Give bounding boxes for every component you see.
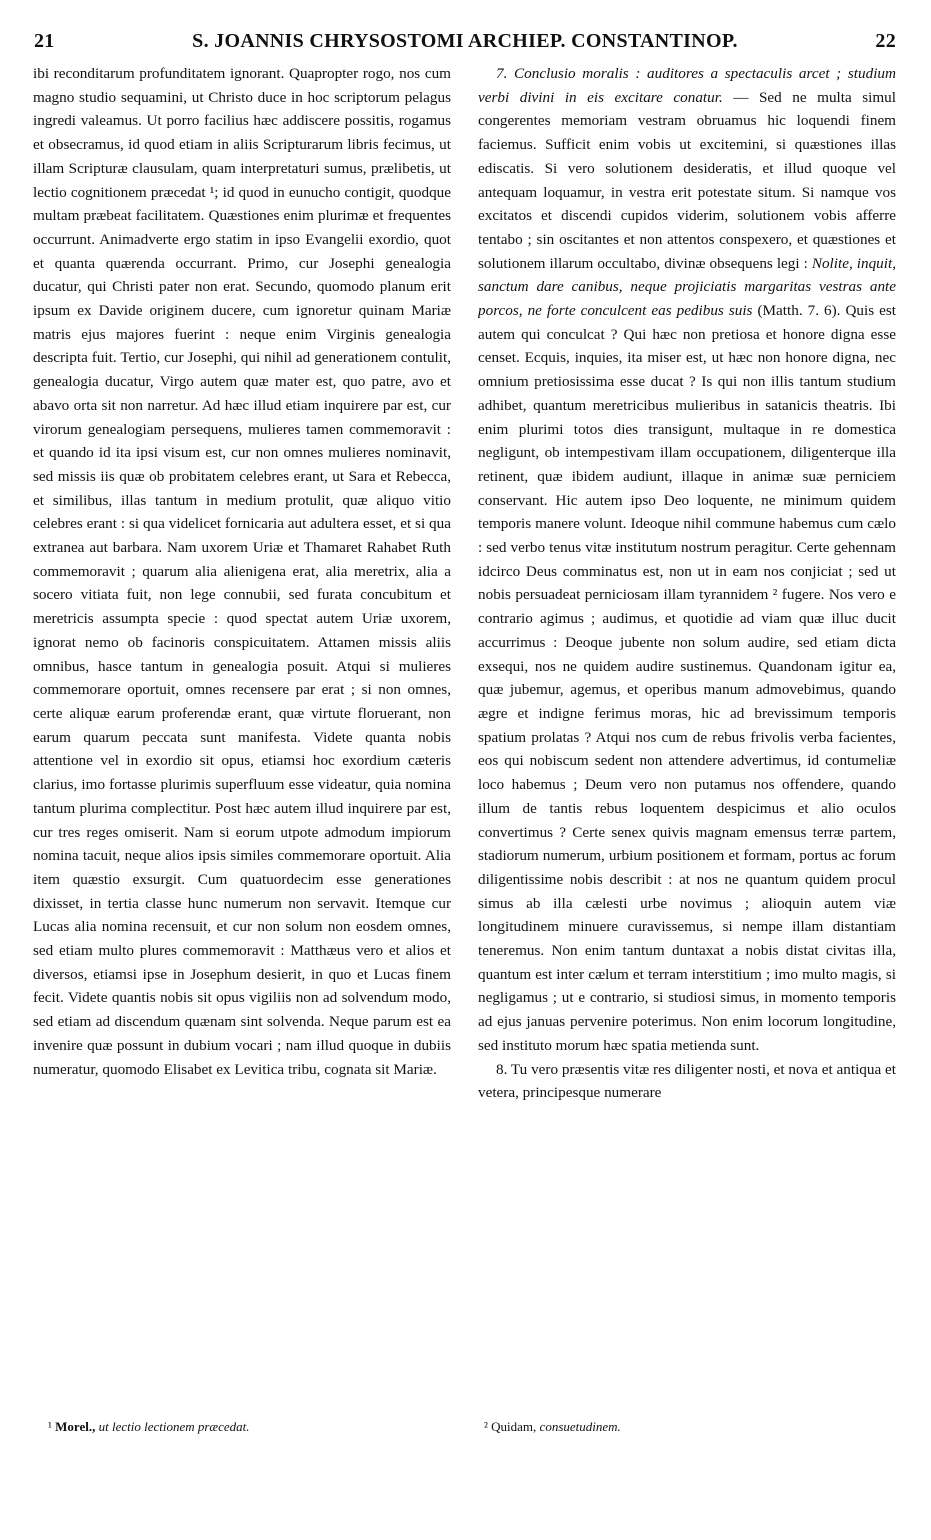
scripture-quote: Nolite, inquit, sanctum dare canibus, neque projiciatis margaritas vestras ante porcos, ne forte conculcent eas pedibus suis	[478, 254, 896, 320]
footnote-left-marker: ¹	[48, 1419, 52, 1434]
footnote-left-author: Morel.,	[55, 1419, 96, 1434]
footnote-right	[484, 1418, 621, 1436]
left-column	[33, 62, 451, 1362]
section-7-text-b: Quis est autem qui conculcat ? Qui hæc non pretiosa et honore digna esse censet. Ecquis, inquies, ita miser est, ut hæc non honore digna, nec omnium pretiosissima esse ducat ? Is qui non illis tantum studium adhibet, quantum meretricibus mulieribus in satanicis theatris. Ibi enim plurimi totos dies transigunt, multaque in re domestica negligunt, ob intempestivam illam occupationem, diligenterque illa retinent, quæ ibidem audiunt, illaque in animæ suæ perniciem conservant. Hic autem ipso Deo loquente, ne minimum quidem temporis manere volunt. Ideoque nihil commune habemus cum cælo : sed verbo tenus vitæ institutum nostrum peragitur. Certe gehennam idcirco Deus comminatus est, non ut in eam nos conjiciat ; sed ut nobis persuadeat perniciosam illam tyrannidem ² fugere. Nos vero e contrario agimus ; audimus, et quotidie ad viam quæ illuc ducit accurrimus : Deoque jubente non solum audire, sed etiam dicta exsequi, nos ne quidem audire sustinemus. Quandonam igitur ea, quæ jubemur, agemus, et operibus manum admovebimus, quando ægre et indigne ferimus moras, hic ad brevissimum temporis spatium prolatas ? Atqui nos cum de rebus frivolis verba facientes, eos qui nobiscum sedent non attendere advertimus, id contumeliæ loco habemus ; Deum vero non putamus nos offendere, quando illum de tantis rebus loquentem despicimus et alio oculos convertimus ? Certe senex quivis magnam emensus terræ partem, stadiorum numerum, urbium positionem et formam, portus ac forum diligentissime nobis describit : at nos ne quantum quidem procul simus ab illa cælesti urbe novimus ; alioquin autem viæ longitudinem minuere curavissemus, si nempe illam distantiam teneremus. Non enim tantum duntaxat a nobis distat civitas illa, quantum est inter cælum et terram interstitium ; imo multo magis, si negligamus ; ut e contrario, si studiosi simus, in momento temporis ad ejus januas pervenire poterimus. Non enim locorum longitudine, sed instituto morum hæc spatia metienda sunt.	[478, 302, 896, 1054]
section-7-text-a: — Sed ne multa simul congerentes memoriam vestram obruamus hic loquendi finem faciemus. Sufficit enim vobis ut excitemini, si quæstiones illas ediscatis. Si vero solutionem desideratis, et illud quoque vel antequam loquamur, in vestra erit potestate situm. Si namque vos excitatos et discendi cupidos viderim, solutionem vobis afferre tentabo ; sin oscitantes et non attentos conspexero, et quæstiones et solutionem illarum occultabo, divinæ obsequens legi :	[478, 88, 896, 272]
footnote-right-text: consuetudinem.	[539, 1419, 621, 1434]
section-7-heading: 7. Conclusio moralis : auditores a spectaculis arcet ; studium verbi divini in eis excitare conatur.	[478, 65, 896, 106]
running-title: S. JOANNIS CHRYSOSTOMI ARCHIEP. CONSTANTINOP.	[192, 30, 738, 52]
page-number-right: 22	[875, 30, 896, 52]
page-number-left: 21	[34, 30, 55, 52]
left-column-text: ibi reconditarum profunditatem ignorant. Quapropter rogo, nos cum magno studio sequamini, ut Christo duce in hoc scriptorum pelagus ingredi valeamus. Ut porro facilius hæc addiscere possitis, rogamus et obsecramus, id quod etiam in aliis Scripturarum libris fecimus, ut illam Scripturæ clausulam, quam interpretaturi sumus, prælibetis, ut lectio cognitionem præcedat ¹; id quod in eunucho contigit, quodque multam præbeat facilitatem. Quæstiones enim plurimæ et frequentes occurrunt. Animadverte ergo statim in ipso Evangelii exordio, quot et quanta quærenda occurrant. Primo, cur Josephi genealogia ducatur, qui Christi pater non erat. Secundo, quomodo planum erit ipsum ex Davide originem ducere, cum ignoretur quinam Mariæ matris ejus majores fuerint : neque enim Virginis genealogia descripta fuit. Tertio, cur Josephi, qui nihil ad generationem contulit, genealogia ducatur, Virgo autem quæ mater est, quo patre, avo et abavo orta sit non narretur. Ad hæc illud etiam inquirere par est, cur virorum genealogiam persequens, mulieres tamen commemoravit : et quando id ita ipsi visum est, cur non omnes mulieres nominavit, sed missis iis quæ ob probitatem celebres erant, ut Sara et Rebecca, et similibus, illas tantum in medium protulit, quæ aliquo vitio celebres erant : si qua videlicet fornicaria aut adultera esset, et si qua extranea aut barbara. Nam uxorem Uriæ et Thamaret Rahabet Ruth commemoravit ; quarum alia alienigena erat, alia meretrix, alia a socero vitiata fuit, non lege connubii, sed furata concubitum et meretricis assumpta specie : quod spectat autem Uriæ uxorem, ignorat nemo ob facinoris conspicuitatem. Attamen missis aliis omnibus, hasce tantum in genealogia posuit. Atqui si mulieres commemorare oportuit, omnes recensere par erat ; si non omnes, certe aliquæ earum proferendæ erant, quæ virtute floruerant, non earum quarum peccata sunt manifesta. Videte quanta nobis attentione vel in exordio sit opus, etiamsi hoc exordium cæteris clarius, imo fortasse plurimis superfluum esse videatur, quia nomina tantum plurima complectitur. Post hæc autem illud inquirere par est, cur tres reges omiserit. Nam si eorum utpote admodum impiorum nomina tacuit, neque alios ipsis similes commemorare oportuit. Alia item quæstio exsurgit. Cum quatuordecim esse generationes dixisset, in tertia classe hunc numerum non servavit. Itemque cur Lucas alia nomina recensuit, et cur non solum non eosdem omnes, sed etiam multo plures commemoravit : Matthæus vero et alios et diversos, etiamsi ipse in Josephum desierit, in quo et Lucas finem fecit. Videte quantis nobis sit opus vigiliis non ad solvendum modo, sed etiam ad discendum quænam sint solvenda. Neque parum est ea invenire quæ possunt in dubium vocari ; nam illud quoque in dubiis numeratur, quomodo Elisabet ex Levitica tribu, cognata sit Mariæ.	[33, 65, 451, 1078]
right-column	[478, 62, 896, 1362]
section-8-paragraph: 8. Tu vero præsentis vitæ res diligenter nosti, et nova et antiqua et vetera, principesque numerare	[478, 1060, 896, 1102]
section-7-paragraph	[478, 62, 896, 1058]
footnote-right-marker: ²	[484, 1419, 488, 1434]
footnote-left-text: ut lectio lectionem præcedat.	[98, 1419, 250, 1434]
footnote-left	[48, 1418, 250, 1436]
scripture-reference: (Matth. 7. 6).	[752, 302, 841, 320]
footnote-right-author: Quidam,	[491, 1419, 537, 1434]
page-header	[34, 30, 896, 58]
